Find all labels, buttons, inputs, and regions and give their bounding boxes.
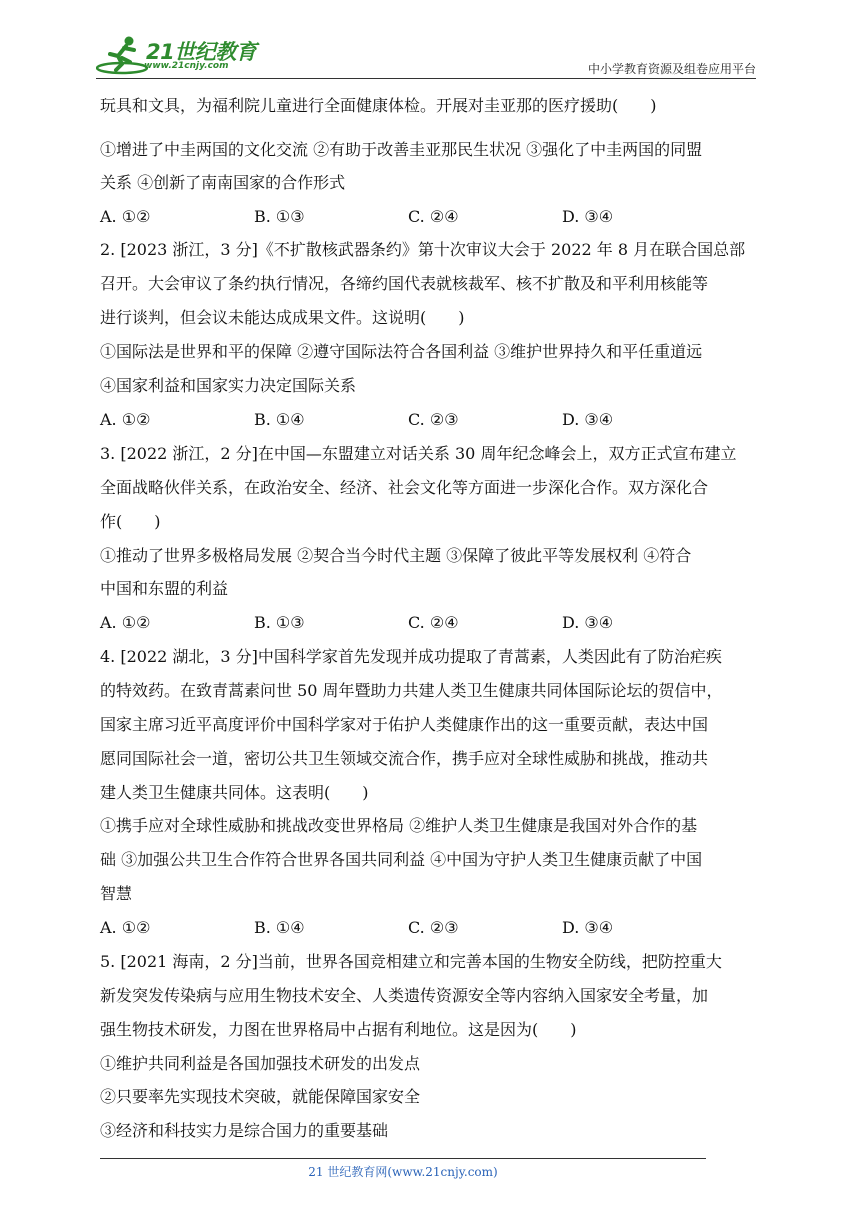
option-a[interactable]: A. ①② <box>100 410 151 429</box>
question-5-line: 5. [2021 海南，2 分]当前，世界各国竞相建立和完善本国的生物安全防线，把防控重大 <box>100 952 722 971</box>
text-line: 新发突发传染病与应用生物技术安全、人类遗传资源安全等内容纳入国家安全考量，加 <box>100 986 709 1005</box>
option-b[interactable]: B. ①④ <box>254 918 305 937</box>
logo-url: www.21cnjy.com <box>144 61 229 71</box>
option-d[interactable]: D. ③④ <box>562 410 614 429</box>
text-line: 全面战略伙伴关系，在政治安全、经济、社会文化等方面进一步深化合作。双方深化合 <box>100 478 709 497</box>
text-line: ②只要率先实现技术突破，就能保障国家安全 <box>100 1087 421 1106</box>
text-line: 中国和东盟的利益 <box>100 579 229 598</box>
option-d[interactable]: D. ③④ <box>562 613 614 632</box>
option-a[interactable]: A. ①② <box>100 613 151 632</box>
text-line: 的特效药。在致青蒿素问世 50 周年暨助力共建人类卫生健康共同体国际论坛的贺信中， <box>100 681 723 700</box>
option-b[interactable]: B. ①③ <box>254 207 305 226</box>
text-line: 玩具和文具，为福利院儿童进行全面健康体检。开展对圭亚那的医疗援助( ) <box>100 96 657 115</box>
logo-text: 21世纪教育 <box>146 40 257 64</box>
footer-link[interactable]: 21 世纪教育网(www.21cnjy.com) <box>308 1165 498 1179</box>
footer-divider <box>100 1158 706 1159</box>
text-line: ③经济和科技实力是综合国力的重要基础 <box>100 1121 389 1140</box>
runner-logo-icon <box>96 34 148 76</box>
option-a[interactable]: A. ①② <box>100 207 151 226</box>
text-line: 智慧 <box>100 884 133 903</box>
option-c[interactable]: C. ②③ <box>408 918 459 937</box>
question-3-line: 3. [2022 浙江，2 分]在中国—东盟建立对话关系 30 周年纪念峰会上，双方正式宣布建立 <box>100 444 737 463</box>
text-line: ①推动了世界多极格局发展 ②契合当今时代主题 ③保障了彼此平等发展权利 ④符合 <box>100 546 692 565</box>
option-b[interactable]: B. ①④ <box>254 410 305 429</box>
text-line: ①维护共同利益是各国加强技术研发的出发点 <box>100 1054 421 1073</box>
text-line: 建人类卫生健康共同体。这表明( ) <box>100 783 369 802</box>
text-line: ①国际法是世界和平的保障 ②遵守国际法符合各国利益 ③维护世界持久和平任重道远 <box>100 342 703 361</box>
site-logo[interactable] <box>96 34 266 76</box>
option-b[interactable]: B. ①③ <box>254 613 305 632</box>
option-a[interactable]: A. ①② <box>100 918 151 937</box>
text-line: 进行谈判，但会议未能达成成果文件。这说明( ) <box>100 308 465 327</box>
text-line: 愿同国际社会一道，密切公共卫生领域交流合作，携手应对全球性威胁和挑战，推动共 <box>100 749 709 768</box>
option-d[interactable]: D. ③④ <box>562 207 614 226</box>
text-line: ①增进了中圭两国的文化交流 ②有助于改善圭亚那民生状况 ③强化了中圭两国的同盟 <box>100 140 703 159</box>
text-line: 关系 ④创新了南南国家的合作形式 <box>100 173 346 192</box>
text-line: ④国家利益和国家实力决定国际关系 <box>100 376 357 395</box>
option-c[interactable]: C. ②④ <box>408 613 459 632</box>
question-2-line: 2. [2023 浙江，3 分]《不扩散核武器条约》第十次审议大会于 2022 年 8 月在联合国总部 <box>100 240 746 259</box>
text-line: 强生物技术研发，力图在世界格局中占据有利地位。这是因为( ) <box>100 1020 577 1039</box>
text-line: ①携手应对全球性威胁和挑战改变世界格局 ②维护人类卫生健康是我国对外合作的基 <box>100 816 698 835</box>
question-4-line: 4. [2022 湖北，3 分]中国科学家首先发现并成功提取了青蒿素，人类因此有了防治疟疾 <box>100 647 722 666</box>
option-c[interactable]: C. ②④ <box>408 207 459 226</box>
header-divider <box>96 78 756 79</box>
option-c[interactable]: C. ②③ <box>408 410 459 429</box>
text-line: 础 ③加强公共卫生合作符合世界各国共同利益 ④中国为守护人类卫生健康贡献了中国 <box>100 850 703 869</box>
text-line: 国家主席习近平高度评价中国科学家对于佑护人类健康作出的这一重要贡献，表达中国 <box>100 715 709 734</box>
platform-name: 中小学教育资源及组卷应用平台 <box>587 62 756 76</box>
text-line: 召开。大会审议了条约执行情况，各缔约国代表就核裁军、核不扩散及和平利用核能等 <box>100 274 709 293</box>
option-d[interactable]: D. ③④ <box>562 918 614 937</box>
page-header <box>0 0 860 82</box>
text-line: 作( ) <box>100 512 161 531</box>
